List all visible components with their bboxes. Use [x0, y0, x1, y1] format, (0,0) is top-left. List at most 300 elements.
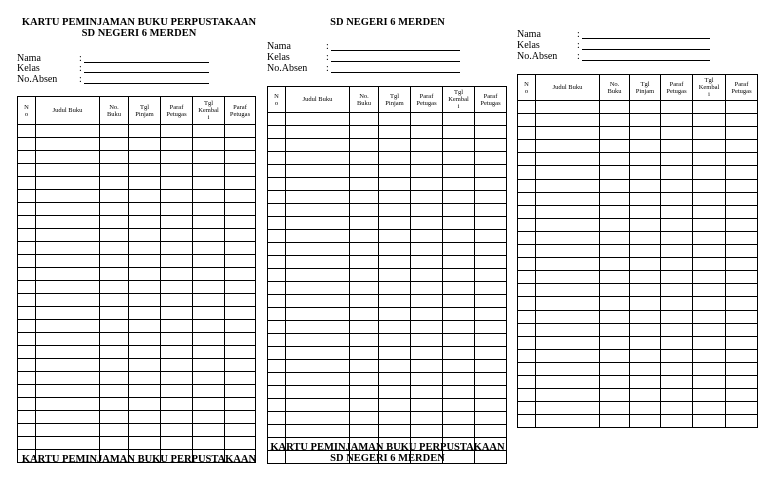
- table-row: [518, 192, 758, 205]
- table-cell: [475, 321, 507, 334]
- table-row: [268, 230, 507, 243]
- table-cell: [475, 139, 507, 152]
- table-cell: [693, 245, 726, 258]
- table-row: [18, 164, 256, 177]
- table-cell: [630, 362, 661, 375]
- table-cell: [18, 190, 36, 203]
- no-absen-line: [331, 72, 460, 73]
- table-cell: [18, 359, 36, 372]
- table-row: [18, 424, 256, 437]
- card-title: [265, 17, 510, 28]
- table-cell: [268, 308, 286, 321]
- table-cell: [693, 375, 726, 388]
- table-cell: [475, 230, 507, 243]
- table-cell: [443, 178, 475, 191]
- table-cell: [536, 153, 600, 166]
- table-row: [518, 258, 758, 271]
- table-cell: [475, 152, 507, 165]
- table-cell: [129, 190, 161, 203]
- table-cell: [518, 402, 536, 415]
- table-cell: [443, 334, 475, 347]
- table-cell: [726, 297, 758, 310]
- table-cell: [518, 323, 536, 336]
- table-cell: [693, 271, 726, 284]
- kelas-field: [517, 40, 540, 51]
- no-absen-line: [582, 60, 710, 61]
- column-header-text: i: [457, 103, 460, 110]
- table-cell: [693, 179, 726, 192]
- column-header-text: Pinjam: [635, 87, 655, 95]
- table-cell: [379, 269, 411, 282]
- table-cell: [600, 362, 630, 375]
- loan-table: [517, 74, 758, 428]
- table-cell: [100, 229, 129, 242]
- table-cell: [726, 114, 758, 127]
- table-cell: [443, 230, 475, 243]
- table-cell: [129, 138, 161, 151]
- table-cell: [18, 164, 36, 177]
- table-cell: [350, 191, 379, 204]
- table-cell: [100, 281, 129, 294]
- column-header-text: N: [524, 80, 529, 88]
- table-cell: [411, 386, 443, 399]
- table-cell: [193, 138, 225, 151]
- no-absen-label: No.Absen: [517, 51, 558, 62]
- table-cell: [443, 217, 475, 230]
- table-cell: [379, 399, 411, 412]
- table-row: [268, 321, 507, 334]
- table-cell: [379, 321, 411, 334]
- column-header: [726, 75, 758, 101]
- table-cell: [630, 192, 661, 205]
- table-cell: [100, 151, 129, 164]
- table-cell: [726, 336, 758, 349]
- table-row: [18, 372, 256, 385]
- table-row: [518, 297, 758, 310]
- table-cell: [661, 271, 693, 284]
- table-cell: [268, 347, 286, 360]
- table-cell: [536, 362, 600, 375]
- nama-field: [517, 29, 541, 40]
- table-cell: [475, 165, 507, 178]
- column-header: [518, 75, 536, 101]
- table-cell: [630, 153, 661, 166]
- table-cell: [18, 281, 36, 294]
- table-cell: [286, 113, 350, 126]
- table-cell: [36, 333, 100, 346]
- table-cell: [661, 166, 693, 179]
- table-cell: [161, 164, 193, 177]
- table-row: [18, 320, 256, 333]
- table-cell: [693, 231, 726, 244]
- table-cell: [286, 256, 350, 269]
- table-cell: [600, 349, 630, 362]
- table-cell: [286, 347, 350, 360]
- table-cell: [443, 321, 475, 334]
- column-header: [100, 97, 129, 125]
- table-cell: [475, 347, 507, 360]
- table-cell: [693, 336, 726, 349]
- table-cell: [225, 385, 256, 398]
- table-cell: [18, 229, 36, 242]
- table-cell: [518, 231, 536, 244]
- table-row: [268, 282, 507, 295]
- table-cell: [350, 217, 379, 230]
- table-cell: [161, 216, 193, 229]
- table-row: [518, 375, 758, 388]
- table-row: [518, 415, 758, 428]
- table-cell: [36, 346, 100, 359]
- table-cell: [661, 402, 693, 415]
- table-cell: [536, 179, 600, 192]
- table-cell: [536, 140, 600, 153]
- table-cell: [18, 411, 36, 424]
- table-row: [18, 411, 256, 424]
- table-cell: [100, 307, 129, 320]
- column-header-text: i: [708, 91, 710, 98]
- table-cell: [411, 308, 443, 321]
- table-cell: [129, 125, 161, 138]
- table-cell: [286, 217, 350, 230]
- table-cell: [350, 425, 379, 438]
- column-header: [129, 97, 161, 125]
- table-cell: [518, 336, 536, 349]
- table-cell: [350, 230, 379, 243]
- column-header: [379, 87, 411, 113]
- table-cell: [443, 165, 475, 178]
- table-cell: [286, 386, 350, 399]
- table-cell: [268, 412, 286, 425]
- table-cell: [536, 101, 600, 114]
- table-cell: [129, 281, 161, 294]
- table-cell: [193, 151, 225, 164]
- table-cell: [536, 127, 600, 140]
- table-cell: [536, 336, 600, 349]
- table-cell: [129, 411, 161, 424]
- table-cell: [379, 412, 411, 425]
- table-cell: [693, 166, 726, 179]
- table-cell: [100, 398, 129, 411]
- column-header-text: o: [274, 99, 279, 107]
- no-absen-label: No.Absen: [17, 74, 58, 85]
- table-cell: [350, 360, 379, 373]
- table-cell: [100, 177, 129, 190]
- table-row: [518, 231, 758, 244]
- column-header-text: Kembal: [198, 107, 219, 114]
- table-header-row: [268, 87, 507, 113]
- table-cell: [100, 190, 129, 203]
- table-cell: [18, 294, 36, 307]
- table-cell: [350, 165, 379, 178]
- table-cell: [443, 412, 475, 425]
- column-header-text: Judul Buku: [302, 96, 333, 103]
- table-cell: [379, 230, 411, 243]
- column-header: [286, 87, 350, 113]
- table-cell: [661, 336, 693, 349]
- nama-colon: :: [577, 29, 580, 40]
- column-header-text: Tgl: [389, 92, 400, 100]
- table-cell: [18, 125, 36, 138]
- table-cell: [18, 268, 36, 281]
- table-cell: [475, 399, 507, 412]
- table-cell: [225, 125, 256, 138]
- table-cell: [161, 268, 193, 281]
- table-cell: [518, 153, 536, 166]
- table-cell: [225, 294, 256, 307]
- table-row: [268, 256, 507, 269]
- table-cell: [350, 321, 379, 334]
- table-cell: [36, 125, 100, 138]
- column-header-text: Petugas: [416, 99, 437, 107]
- table-cell: [518, 297, 536, 310]
- table-row: [268, 308, 507, 321]
- table-row: [268, 204, 507, 217]
- column-header-text: Petugas: [666, 87, 687, 95]
- table-cell: [100, 294, 129, 307]
- table-cell: [225, 333, 256, 346]
- table-cell: [225, 437, 256, 450]
- table-row: [518, 245, 758, 258]
- table-cell: [693, 258, 726, 271]
- nama-line: [84, 62, 209, 63]
- table-cell: [350, 152, 379, 165]
- table-cell: [100, 138, 129, 151]
- column-header-text: Petugas: [166, 110, 187, 118]
- table-cell: [193, 216, 225, 229]
- table-cell: [475, 243, 507, 256]
- table-cell: [286, 178, 350, 191]
- column-header: [475, 87, 507, 113]
- table-cell: [518, 415, 536, 428]
- table-cell: [536, 258, 600, 271]
- table-cell: [18, 437, 36, 450]
- no-absen-label: No.Absen: [267, 63, 308, 74]
- table-cell: [286, 373, 350, 386]
- table-cell: [693, 297, 726, 310]
- table-cell: [661, 284, 693, 297]
- table-cell: [225, 320, 256, 333]
- table-cell: [18, 320, 36, 333]
- table-cell: [36, 229, 100, 242]
- table-cell: [443, 360, 475, 373]
- table-row: [18, 346, 256, 359]
- table-cell: [18, 424, 36, 437]
- table-row: [18, 242, 256, 255]
- table-cell: [600, 231, 630, 244]
- table-cell: [18, 398, 36, 411]
- table-cell: [536, 218, 600, 231]
- table-cell: [661, 389, 693, 402]
- table-cell: [129, 333, 161, 346]
- nama-line: [582, 38, 710, 39]
- table-cell: [518, 375, 536, 388]
- table-cell: [475, 204, 507, 217]
- table-cell: [129, 372, 161, 385]
- table-cell: [411, 256, 443, 269]
- table-cell: [268, 269, 286, 282]
- table-cell: [726, 389, 758, 402]
- table-row: [518, 284, 758, 297]
- table-cell: [161, 333, 193, 346]
- table-cell: [475, 295, 507, 308]
- table-cell: [411, 425, 443, 438]
- table-cell: [661, 153, 693, 166]
- table-cell: [630, 114, 661, 127]
- card-title-line2: SD NEGERI 6 MERDEN: [81, 28, 197, 39]
- table-cell: [161, 385, 193, 398]
- column-header-text: Petugas: [731, 87, 752, 95]
- table-cell: [411, 321, 443, 334]
- column-header: [225, 97, 256, 125]
- card-footer: [15, 454, 263, 465]
- table-cell: [36, 268, 100, 281]
- no-absen-colon: :: [577, 51, 580, 62]
- table-cell: [350, 399, 379, 412]
- table-cell: [161, 203, 193, 216]
- table-cell: [726, 323, 758, 336]
- table-row: [268, 152, 507, 165]
- table-cell: [536, 375, 600, 388]
- table-cell: [411, 165, 443, 178]
- table-cell: [36, 372, 100, 385]
- column-header-text: Petugas: [480, 99, 501, 107]
- table-cell: [161, 424, 193, 437]
- table-cell: [129, 229, 161, 242]
- nama-field: [267, 41, 291, 52]
- no-absen-line: [84, 83, 209, 84]
- table-cell: [693, 140, 726, 153]
- table-cell: [36, 398, 100, 411]
- table-cell: [350, 256, 379, 269]
- table-cell: [225, 203, 256, 216]
- loan-table: [17, 96, 256, 463]
- table-cell: [661, 310, 693, 323]
- table-cell: [268, 386, 286, 399]
- nama-label: Nama: [517, 29, 541, 40]
- nama-line: [331, 50, 460, 51]
- table-cell: [225, 177, 256, 190]
- table-cell: [726, 140, 758, 153]
- table-cell: [661, 362, 693, 375]
- card-footer-line1: KARTU PEMINJAMAN BUKU PERPUSTAKAAN: [270, 442, 505, 453]
- table-cell: [129, 203, 161, 216]
- table-cell: [600, 205, 630, 218]
- column-header-text: Petugas: [229, 110, 251, 118]
- table-cell: [518, 179, 536, 192]
- table-cell: [100, 437, 129, 450]
- table-cell: [661, 258, 693, 271]
- table-cell: [161, 372, 193, 385]
- table-cell: [129, 255, 161, 268]
- table-cell: [286, 126, 350, 139]
- table-cell: [693, 192, 726, 205]
- column-header-text: Paraf: [419, 92, 434, 100]
- column-header: [411, 87, 443, 113]
- column-header-text: Paraf: [734, 80, 749, 88]
- table-cell: [536, 205, 600, 218]
- table-cell: [661, 101, 693, 114]
- table-cell: [379, 191, 411, 204]
- table-cell: [693, 153, 726, 166]
- table-cell: [268, 321, 286, 334]
- table-cell: [193, 164, 225, 177]
- table-cell: [350, 178, 379, 191]
- table-cell: [225, 242, 256, 255]
- table-cell: [350, 139, 379, 152]
- table-cell: [18, 216, 36, 229]
- table-cell: [193, 255, 225, 268]
- table-row: [268, 399, 507, 412]
- table-cell: [379, 126, 411, 139]
- table-cell: [518, 271, 536, 284]
- table-cell: [600, 336, 630, 349]
- table-cell: [379, 308, 411, 321]
- table-cell: [726, 127, 758, 140]
- card-title-line1: SD NEGERI 6 MERDEN: [330, 17, 445, 28]
- table-row: [18, 333, 256, 346]
- table-cell: [630, 127, 661, 140]
- table-cell: [161, 255, 193, 268]
- table-cell: [518, 362, 536, 375]
- table-cell: [630, 349, 661, 362]
- table-cell: [443, 308, 475, 321]
- card-title-line1: KARTU PEMINJAMAN BUKU PERPUSTAKAAN: [21, 17, 257, 28]
- table-cell: [443, 243, 475, 256]
- table-cell: [630, 258, 661, 271]
- table-cell: [129, 424, 161, 437]
- table-cell: [693, 415, 726, 428]
- table-cell: [518, 310, 536, 323]
- table-cell: [726, 258, 758, 271]
- table-cell: [129, 307, 161, 320]
- table-cell: [193, 372, 225, 385]
- table-cell: [161, 281, 193, 294]
- table-cell: [475, 269, 507, 282]
- table-row: [518, 179, 758, 192]
- table-cell: [18, 242, 36, 255]
- table-cell: [630, 375, 661, 388]
- table-cell: [100, 164, 129, 177]
- kelas-line: [582, 49, 710, 50]
- table-cell: [536, 402, 600, 415]
- table-cell: [600, 375, 630, 388]
- table-row: [18, 294, 256, 307]
- table-cell: [443, 204, 475, 217]
- table-cell: [36, 424, 100, 437]
- table-cell: [411, 139, 443, 152]
- table-cell: [36, 164, 100, 177]
- table-cell: [475, 412, 507, 425]
- table-cell: [411, 399, 443, 412]
- table-cell: [286, 269, 350, 282]
- table-cell: [661, 218, 693, 231]
- table-cell: [225, 268, 256, 281]
- table-cell: [536, 349, 600, 362]
- table-cell: [411, 347, 443, 360]
- table-cell: [661, 179, 693, 192]
- table-cell: [36, 411, 100, 424]
- table-cell: [518, 389, 536, 402]
- table-row: [18, 125, 256, 138]
- table-cell: [129, 216, 161, 229]
- column-header-text: Buku: [356, 99, 372, 107]
- table-row: [18, 398, 256, 411]
- table-cell: [161, 190, 193, 203]
- table-cell: [286, 295, 350, 308]
- table-cell: [693, 323, 726, 336]
- table-row: [18, 255, 256, 268]
- table-cell: [536, 284, 600, 297]
